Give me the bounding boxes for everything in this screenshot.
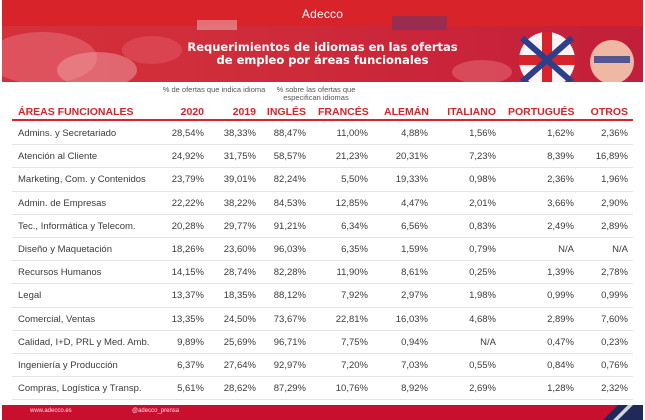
cell-portugues: 0,99% (547, 290, 574, 302)
cell-ingles: 92,97% (273, 359, 306, 371)
cell-otros: 2,90% (601, 197, 628, 209)
footer-handle[interactable]: @adecco_prensa (132, 408, 180, 414)
cell-ingles: 82,24% (273, 174, 306, 186)
table-row (12, 284, 633, 307)
cell-portugues: 2,49% (547, 220, 574, 232)
cell-y2020: 14,15% (171, 267, 204, 279)
cell-y2020: 9,89% (177, 336, 204, 348)
note-pct-specifying: % sobre las ofertas que especifican idiomas (276, 85, 356, 102)
table-row (12, 145, 633, 168)
cell-ingles: 82,28% (273, 267, 306, 279)
cell-otros: 1,96% (601, 174, 628, 186)
cell-area: Calidad, I+D, PRL y Med. Amb. (18, 336, 150, 348)
cell-portugues: 8,39% (547, 151, 574, 163)
table-row (12, 308, 633, 331)
cell-area: Recursos Humanos (18, 267, 102, 279)
cell-y2019: 27,64% (223, 359, 256, 371)
cell-frances: 7,20% (341, 359, 368, 371)
cell-area: Legal (18, 290, 42, 302)
cell-portugues: 0,47% (547, 336, 574, 348)
cell-y2019: 23,60% (223, 243, 256, 255)
cell-aleman: 0,94% (401, 336, 428, 348)
cell-y2020: 18,26% (171, 243, 204, 255)
cell-frances: 10,76% (335, 383, 368, 395)
header-banner (2, 0, 643, 82)
cell-y2020: 5,61% (177, 383, 204, 395)
cell-frances: 11,00% (336, 128, 368, 139)
cell-italiano: 1,98% (469, 290, 496, 302)
cell-aleman: 19,33% (395, 174, 428, 186)
cell-y2019: 39,01% (223, 174, 256, 186)
cell-frances: 22,81% (335, 313, 368, 325)
table-row (12, 377, 633, 400)
cell-y2019: 25,69% (223, 336, 256, 348)
data-table-body (12, 122, 633, 400)
cell-frances: 6,35% (341, 243, 368, 255)
page-title (2, 41, 643, 67)
cell-ingles: 96,71% (273, 336, 306, 348)
title-line-2: de empleo por áreas funcionales (216, 53, 429, 67)
cell-portugues: 1,62% (547, 128, 574, 139)
table-row (12, 238, 633, 261)
cell-ingles: 84,53% (273, 197, 306, 209)
column-header-frances: FRANCÉS (318, 106, 369, 118)
column-header-areas: ÁREAS FUNCIONALES (18, 106, 134, 118)
table-row (12, 122, 633, 145)
footer-website[interactable]: www.adecco.es (30, 408, 72, 414)
cell-y2019: 18,35% (223, 290, 256, 302)
cell-frances: 7,75% (341, 336, 368, 348)
cell-y2019: 38,22% (223, 197, 256, 209)
cell-area: Atención al Cliente (18, 151, 98, 163)
cell-frances: 5,50% (341, 174, 368, 186)
cell-frances: 11,90% (336, 267, 368, 279)
cell-y2019: 38,33% (223, 128, 256, 139)
cell-y2020: 23,79% (171, 174, 204, 186)
column-header-aleman: ALEMÁN (384, 106, 429, 118)
cell-aleman: 20,31% (395, 151, 428, 163)
cell-ingles: 73,67% (273, 313, 306, 325)
cell-y2020: 13,37% (171, 290, 204, 302)
table-row (12, 215, 633, 238)
cell-otros: 0,23% (601, 336, 628, 348)
cell-italiano: 0,79% (469, 243, 496, 255)
cell-ingles: 58,57% (273, 151, 306, 163)
cell-italiano: 0,55% (469, 359, 496, 371)
cell-y2019: 29,77% (223, 220, 256, 232)
cell-otros: 7,60% (601, 313, 628, 325)
footer-stripe-graphic (583, 405, 643, 420)
cell-portugues: 1,39% (547, 267, 574, 279)
cell-aleman: 6,56% (401, 220, 428, 232)
cell-aleman: 7,03% (401, 359, 428, 371)
cell-italiano: 0,25% (469, 267, 496, 279)
cell-y2020: 24,92% (171, 151, 204, 163)
column-header-2019: 2019 (232, 106, 256, 118)
cell-frances: 6,34% (341, 220, 368, 232)
cell-y2020: 20,28% (171, 220, 204, 232)
adecco-logo: Adecco (301, 7, 344, 21)
cell-y2019: 28,62% (223, 383, 256, 395)
cell-portugues: N/A (558, 243, 574, 255)
table-row (12, 261, 633, 284)
cell-portugues: 2,36% (547, 174, 574, 186)
cell-frances: 21,23% (335, 151, 368, 163)
cell-area: Tec., Informática y Telecom. (18, 220, 136, 232)
cell-area: Admin. de Empresas (18, 197, 107, 209)
cell-frances: 7,92% (341, 290, 368, 302)
column-header-ingles: INGLÉS (266, 106, 306, 118)
cell-italiano: N/A (480, 336, 496, 348)
cell-y2019: 24,50% (223, 313, 256, 325)
cell-area: Marketing, Com. y Contenidos (18, 174, 146, 186)
column-header-italiano: ITALIANO (447, 106, 496, 118)
cell-y2020: 13,35% (171, 313, 204, 325)
cell-area: Comercial, Ventas (18, 313, 96, 325)
cell-otros: 2,78% (601, 267, 628, 279)
cell-ingles: 88,47% (273, 128, 306, 139)
column-header-portugues: PORTUGUÉS (508, 106, 575, 118)
cell-aleman: 8,61% (401, 267, 428, 279)
cell-y2019: 31,75% (223, 151, 256, 163)
cell-frances: 12,85% (335, 197, 368, 209)
cell-ingles: 87,29% (273, 383, 306, 395)
header-divider (12, 119, 633, 121)
cell-portugues: 3,66% (547, 197, 574, 209)
cell-otros: 2,89% (601, 220, 628, 232)
cell-otros: 16,89% (595, 151, 628, 163)
cell-italiano: 2,69% (469, 383, 496, 395)
cell-italiano: 4,68% (469, 313, 496, 325)
cell-aleman: 4,88% (401, 128, 428, 139)
table-row (12, 331, 633, 354)
cell-aleman: 1,59% (401, 243, 428, 255)
cell-portugues: 1,28% (547, 383, 574, 395)
cell-ingles: 91,21% (273, 220, 306, 232)
cell-otros: 0,99% (601, 290, 628, 302)
cell-otros: 2,32% (601, 383, 628, 395)
cell-ingles: 96,03% (273, 243, 306, 255)
title-line-1: Requerimientos de idiomas en las ofertas (187, 40, 458, 54)
cell-aleman: 16,03% (395, 313, 428, 325)
cell-y2020: 28,54% (171, 128, 204, 139)
table-row (12, 192, 633, 215)
cell-otros: N/A (612, 243, 628, 255)
note-pct-offers: % de ofertas que indica idioma (162, 85, 266, 94)
cell-aleman: 8,92% (401, 383, 428, 395)
cell-ingles: 88,12% (273, 290, 306, 302)
cell-area: Ingeniería y Producción (18, 359, 118, 371)
table-row (12, 168, 633, 191)
cell-y2020: 6,37% (177, 359, 204, 371)
cell-portugues: 0,84% (547, 359, 574, 371)
cell-portugues: 2,89% (547, 313, 574, 325)
cell-y2019: 28,74% (223, 267, 256, 279)
cell-area: Compras, Logística y Transp. (18, 383, 142, 395)
cell-otros: 0,76% (601, 359, 628, 371)
cell-italiano: 0,83% (469, 220, 496, 232)
cell-aleman: 2,97% (401, 290, 428, 302)
cell-y2020: 22,22% (171, 197, 204, 209)
column-header-2020: 2020 (180, 106, 204, 118)
cell-italiano: 1,56% (469, 128, 496, 139)
column-header-otros: OTROS (590, 106, 628, 118)
table-row (12, 354, 633, 377)
cell-otros: 2,36% (601, 128, 628, 139)
footer-bar (2, 405, 643, 420)
cell-area: Diseño y Maquetación (18, 243, 112, 255)
cell-italiano: 0,98% (469, 174, 496, 186)
cell-italiano: 2,01% (469, 197, 496, 209)
cell-aleman: 4,47% (401, 197, 428, 209)
cell-italiano: 7,23% (469, 151, 496, 163)
cell-area: Admins. y Secretariado (18, 128, 117, 139)
